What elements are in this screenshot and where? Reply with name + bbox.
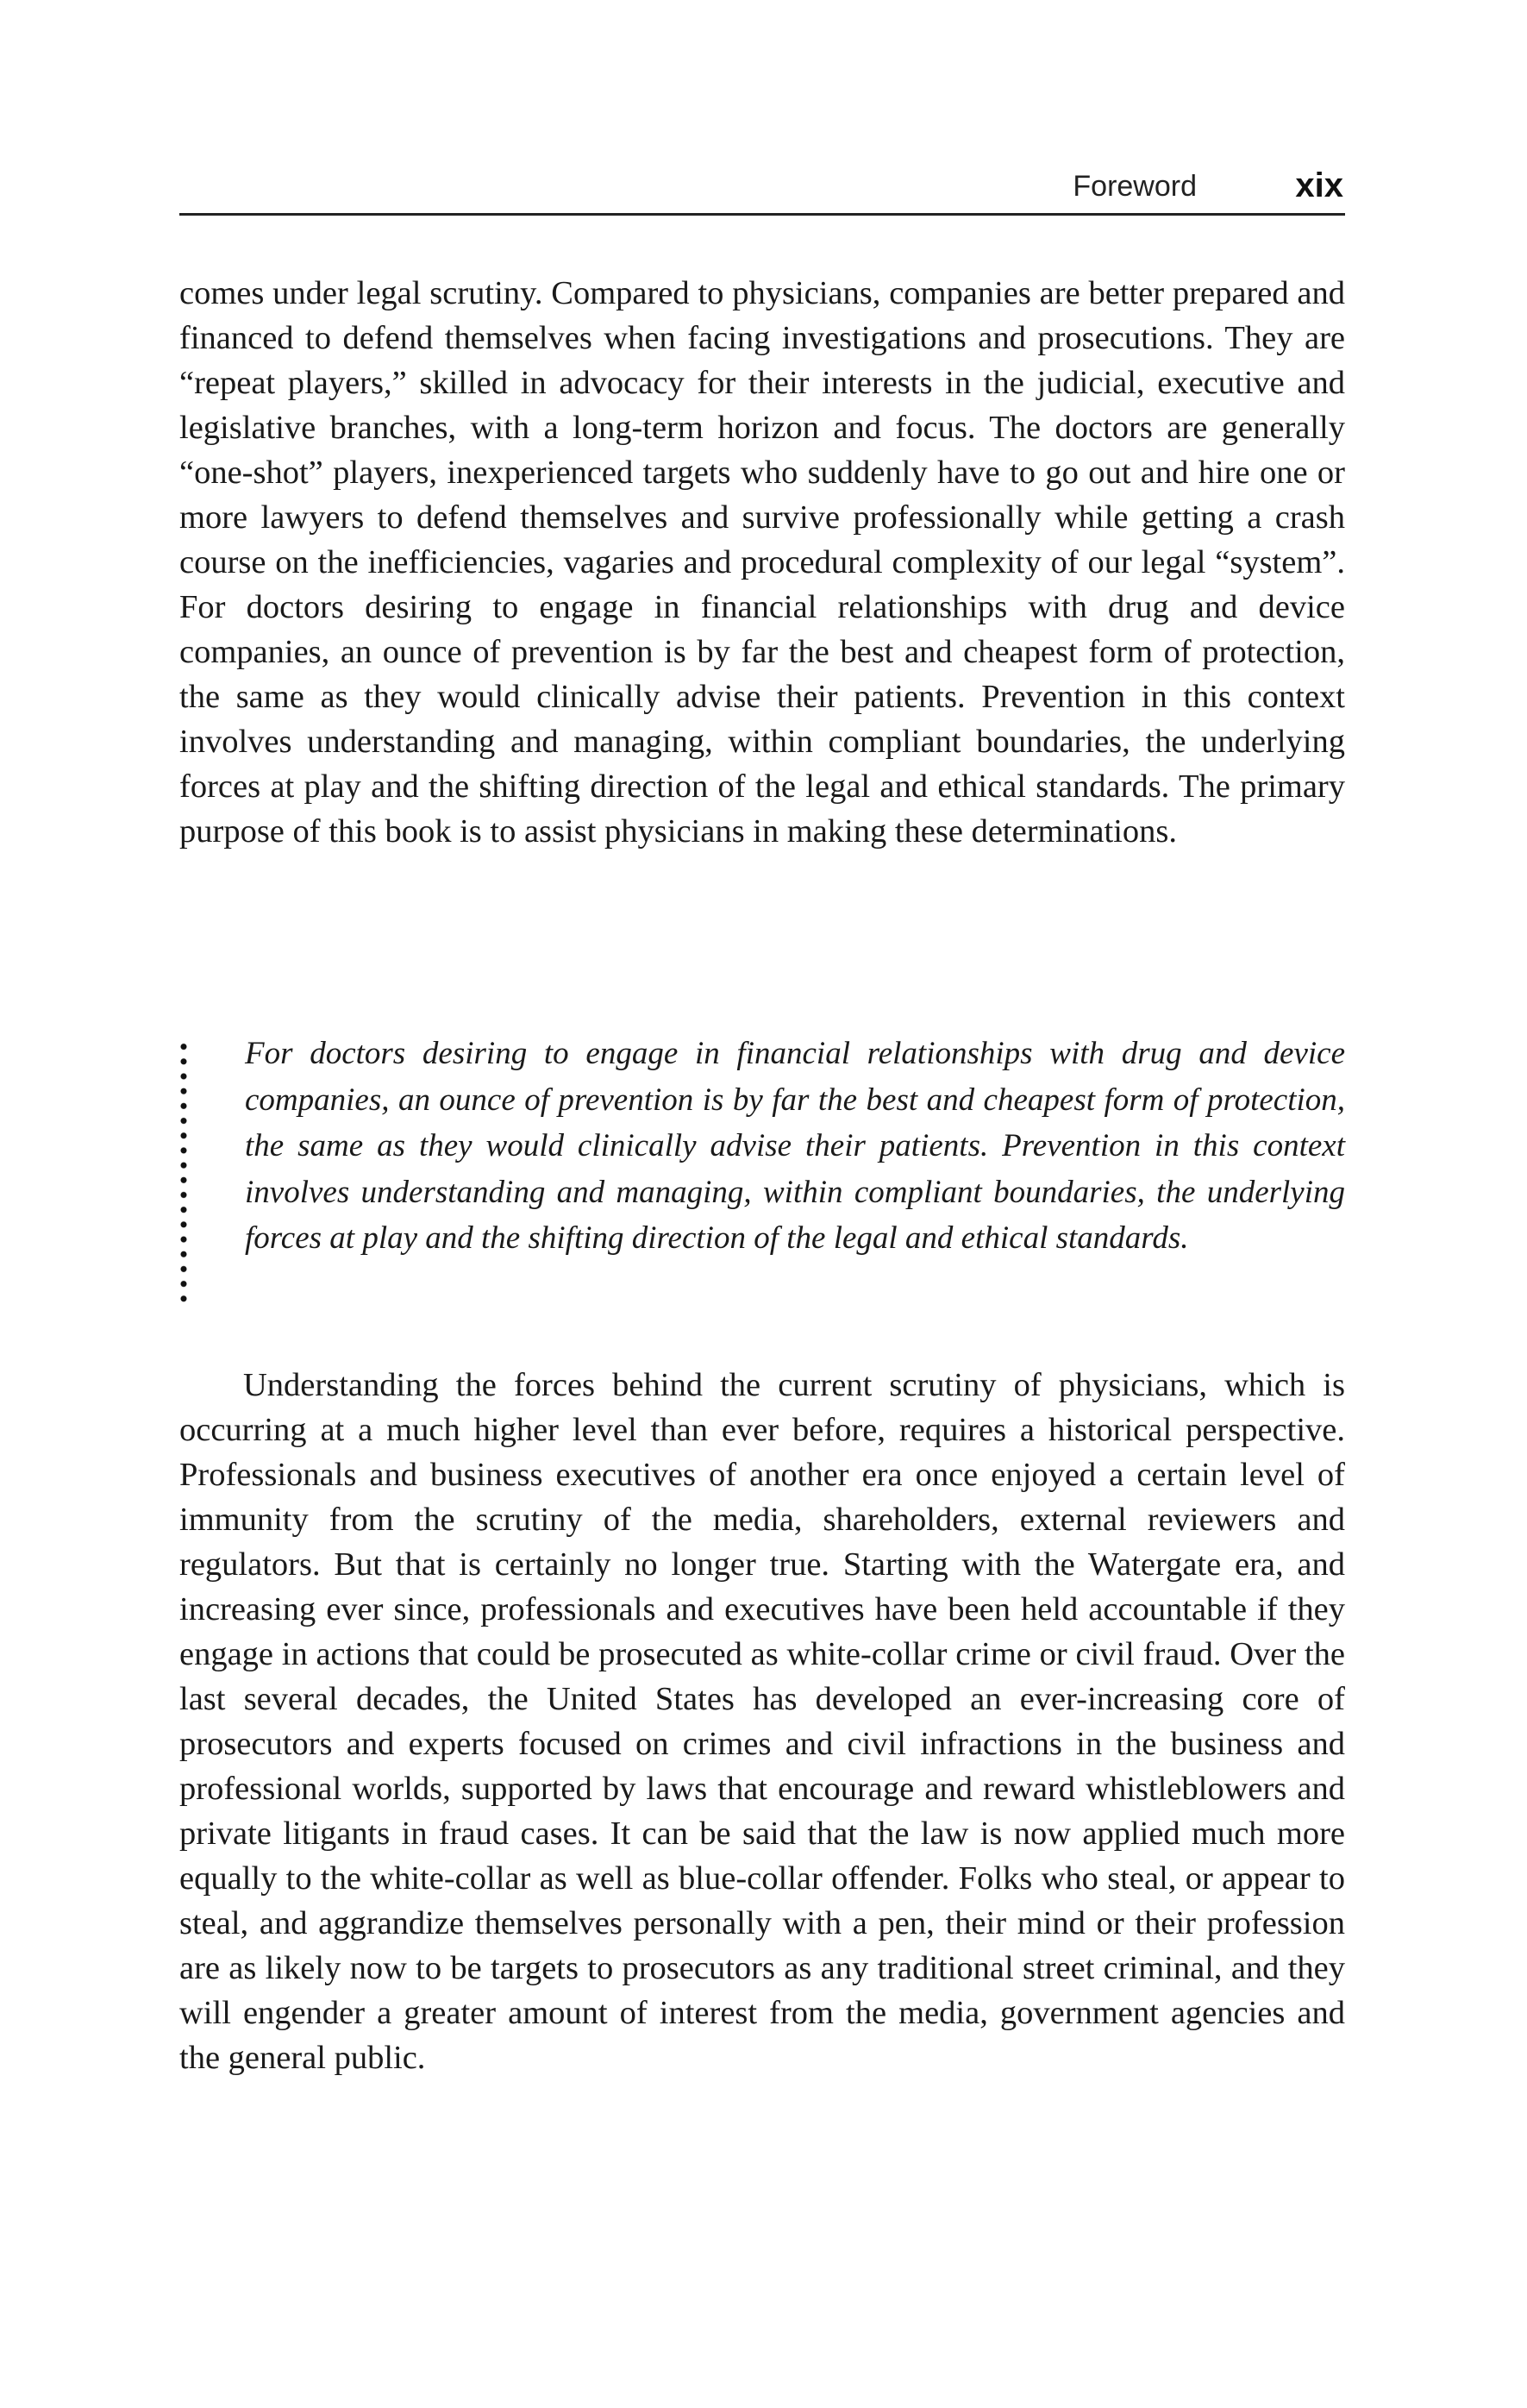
pull-quote — [179, 1031, 1345, 1315]
section-title: Foreword — [1073, 170, 1197, 203]
dotted-rule — [179, 1039, 188, 1307]
running-header — [179, 168, 1345, 216]
pull-quote-text: For doctors desiring to engage in financial relationships with drug and device companies, an ounce of prevention is by far the best and cheapest form of protection, the same as they would clinically advise their patients. Prevention in this context involves understanding and managing, within compliant boundaries, the underlying forces at play and the shifting direction of the legal and ethical standards. — [245, 1036, 1345, 1256]
body-paragraph-1: comes under legal scrutiny. Compared to physicians, companies are better prepared and financed to defend themselves when facing investigations and prosecutions. They are “repeat players,” skilled in advocacy for their interests in the judicial, executive and legislative branches, with a long-term horizon and focus. The doctors are generally “one-shot” players, inexperienced targets who suddenly have to go out and hire one or more lawyers to defend themselves and survive professionally while getting a crash course on the inefficiencies, vagaries and procedural complexity of our legal “system”. For doctors desiring to engage in financial relationships with drug and device companies, an ounce of prevention is by far the best and cheapest form of protection, the same as they would clinically advise their patients. Prevention in this context involves understanding and managing, within compliant boundaries, the underlying forces at play and the shifting direction of the legal and ethical standards. The primary purpose of this book is to assist physicians in making these determinations. — [179, 275, 1345, 850]
page-number: xix — [1295, 166, 1343, 204]
body-paragraph-2: Understanding the forces behind the current scrutiny of physicians, which is occurring at a much higher level than ever before, requires a historical perspective. Professionals and business executives of another era once enjoyed a certain level of immunity from the scrutiny of the media, shareholders, external reviewers and regulators. But that is certainly no longer true. Starting with the Watergate era, and increasing ever since, professionals and executives have been held accountable if they engage in actions that could be prosecuted as white-collar crime or civil fraud. Over the last several decades, the United States has developed an ever-increasing core of prosecutors and experts focused on crimes and civil infractions in the business and professional worlds, supported by laws that encourage and reward whistleblowers and private litigants in fraud cases. It can be said that the law is now applied much more equally to the white-collar as well as blue-collar offender. Folks who steal, or appear to steal, and aggrandize themselves personally with a pen, their mind or their profession are as likely now to be targets to prosecutors as any traditional street criminal, and they will engender a greater amount of interest from the media, government agencies and the general public. — [179, 1367, 1345, 2076]
